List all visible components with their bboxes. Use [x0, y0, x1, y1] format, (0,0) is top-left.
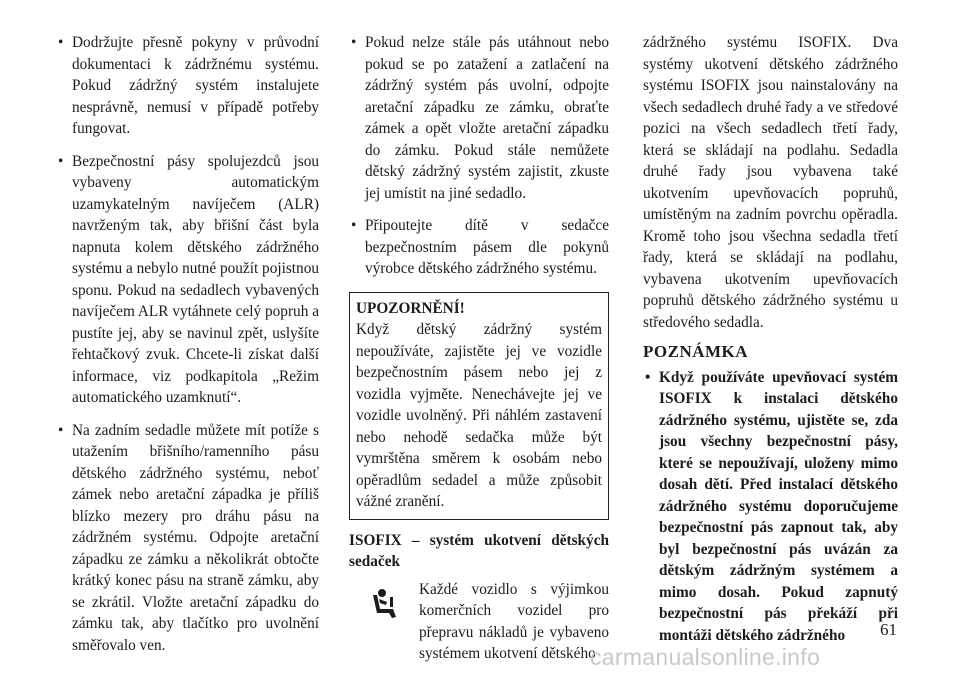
page-number: 61 — [880, 620, 897, 639]
isofix-continuation: zádržného systému ISOFIX. Dva systémy ukotvení dětského zádržného systému ISOFIX jsou nainstalovány na všech sedadlech druhé řady a ve středové pozici na všech sedadlech třetí řady, která se skládají na podlahu. Sedadla druhé řady jsou vybavena také ukotvením upevňovacích popruhů, umístěným na zadním povrchu opěradla. Kromě toho jsou všechna sedadla třetí řady, která se skládají na podlahu, vybavena ukotvením upevňovacích popruhů dětského zádržného systému u středového sedadla. — [643, 34, 898, 331]
left-column — [56, 32, 319, 667]
list-item — [56, 32, 319, 140]
list-item — [56, 420, 319, 657]
list-item — [56, 151, 319, 409]
warning-text: Když dětský zádržný systém nepoužíváte, zajistěte jej ve vozidle bezpečnostním pásem nebo jej z vozidla vyjměte. Nenechávejte jej ve vozidle uvolněný. Při náhlém zastavení nebo nehodě sedačka může být vymrštěna směrem k osobám nebo opěradlům sedadel a může způsobit vážné zranění. — [356, 321, 602, 510]
bullet-text: • Připoutejte dítě v sedačce bezpečnostním pásem dle pokynů výrobce dětského zádržného systému. — [365, 217, 609, 277]
bullet-text: • Bezpečnostní pásy spolujezdců jsou vybaveny automatickým uzamykatelným navíječem (ALR) navrženým tak, aby břišní část byla napnuta kolem dětského zádržného systému a nebylo nutné použít pojistnou sponu. Pokud na sedadlech vybavených navíječem ALR vytáhnete celý popruh a pustíte jej, aby se navinul zpět, uslyšíte řehtačkový zvuk. Chcete-li získat další informace, viz podkapitola „Režim automatického uzamknutí“. — [72, 152, 319, 406]
watermark: carmanualsonline.info — [590, 644, 821, 670]
right-column — [643, 32, 898, 657]
isofix-heading: ISOFIX – systém ukotvení dětských sedaček — [349, 531, 609, 570]
note-list-item — [643, 367, 898, 647]
isofix-intro — [349, 579, 609, 665]
warning-title: UPOZORNĚNÍ! — [356, 299, 465, 317]
bullet-text: • Na zadním sedadle můžete mít potíže s utažením břišního/ramenního pásu dětského zádržného systému, neboť zámek nebo aretační západka je příliš blízko mezery pro dráhu pásu na zádržném systému. Odpojte aretační západku ze zámku a několikrát obtočte krátký konec pásu na straně zámku, aby se zkrátil. Vložte aretační západku do zámku tak, aby tlačítko pro uvolnění směřovalo ven. — [72, 421, 319, 654]
note-heading: POZNÁMKA — [643, 342, 749, 361]
list-item — [349, 32, 609, 204]
list-item — [349, 215, 609, 280]
middle-column — [349, 32, 609, 665]
child-seat-isofix-icon — [367, 587, 401, 621]
bullet-text: • Dodržujte přesně pokyny v průvodní dokumentaci k zádržnému systému. Pokud zádržný systém instalujete nesprávně, nemusí v případě potřeby fungovat. — [72, 34, 319, 137]
isofix-text: Každé vozidlo s výjimkou komerčních vozidel pro přepravu nákladů je vybaveno systémem ukotvení dětského — [419, 580, 609, 662]
note-text: • Když používáte upevňovací systém ISOFIX k instalaci dětského zádržného systému, ujistěte se, zda jsou všechny bezpečnostní pásy, které se nepoužívají, uloženy mimo dosah dětí. Před instalací dětského zádržného systému doporučujeme bezpečnostní pás zapnout tak, aby byl bezpečnostní pás uvázán za dětským zádržným systémem a mimo dosah. Pokud zapnutý bezpečnostní pás překáží při montáži dětského zádržného — [659, 368, 898, 644]
bullet-text: • Pokud nelze stále pás utáhnout nebo pokud se po zatažení a zatlačení na zádržný systém pás uvolní, odpojte aretační západku ze zámku, obraťte zámek a opět vložte aretační západku do zámku. Pokud stále nemůžete dětský zádržný systém zajistit, zkuste jej umístit na jiné sedadlo. — [365, 34, 609, 202]
warning-box — [349, 292, 609, 520]
